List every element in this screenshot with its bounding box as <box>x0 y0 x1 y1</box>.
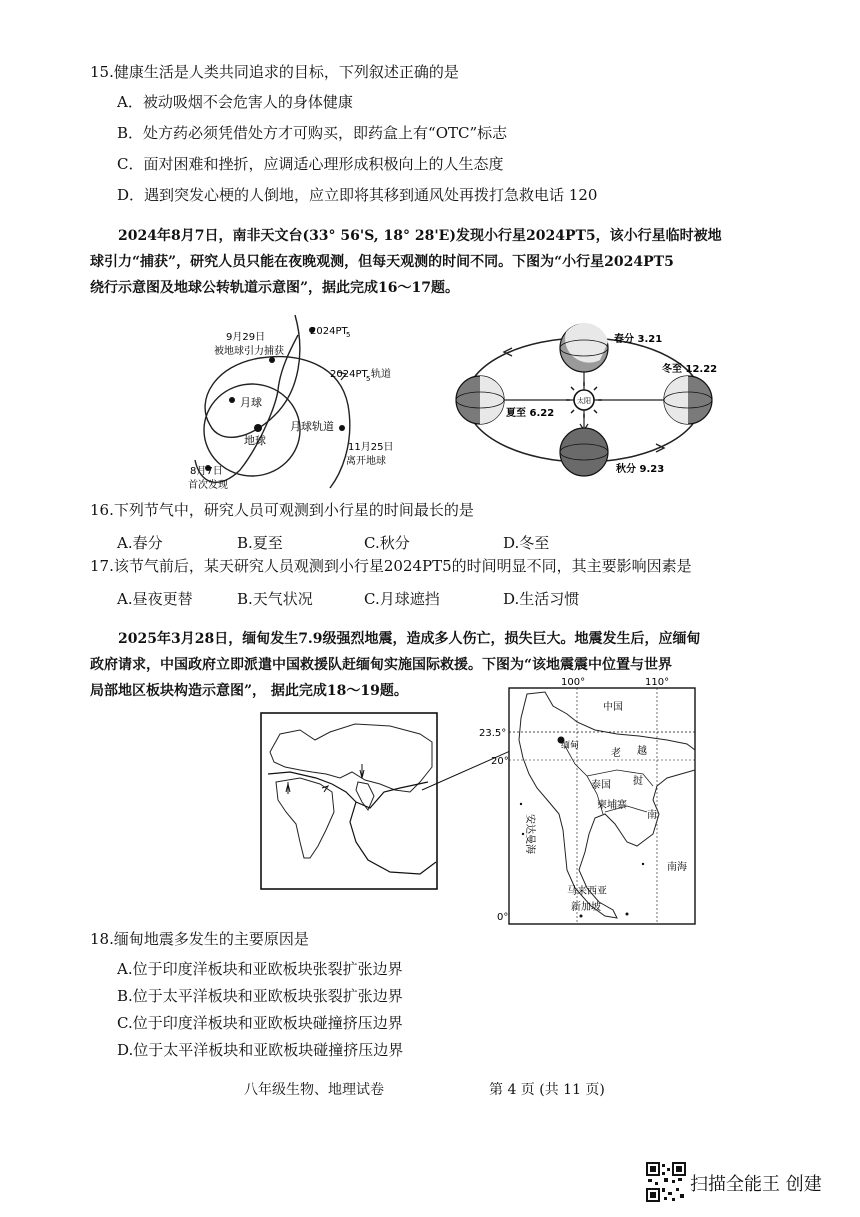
label-laos: 老 <box>611 748 621 759</box>
lat-0-label: 0° <box>497 912 509 923</box>
label-aug7-date: 8月7日 <box>190 466 223 477</box>
island <box>626 913 629 916</box>
map1-frame <box>261 713 437 889</box>
passage-asteroid-line3: 绕行示意图及地球公转轨道示意图”，据此完成16～17题。 <box>90 280 460 296</box>
q18-option-b: B.位于太平洋板块和亚欧板块张裂扩张边界 <box>117 987 403 1005</box>
world-plates-map <box>260 712 440 892</box>
southeast-asia-map <box>467 674 697 928</box>
footer-subject: 八年级生物、地理试卷 <box>244 1082 384 1098</box>
q17-stem: 17.该节气前后，某天研究人员观测到小行星2024PT5的时间明显不同，其主要影响因素是 <box>90 557 692 575</box>
label-singapore: 新加坡 <box>571 902 601 913</box>
label-vietnam-2: 南 <box>647 810 657 821</box>
passage-earthquake <box>90 626 810 704</box>
island <box>520 803 522 805</box>
moon-point <box>229 397 235 403</box>
label-south-china-sea: 南海 <box>667 862 687 873</box>
q15-option-b: B．处方药必须凭借处方才可购买，即药盒上有“OTC”标志 <box>117 124 508 142</box>
label-laos-2: 挝 <box>633 776 643 787</box>
nov25-point <box>339 425 345 431</box>
q16-option-a: A.春分 <box>117 534 163 552</box>
label-aug7-text: 首次发现 <box>188 480 228 491</box>
q15-option-c: C．面对困难和挫折，应调适心理形成积极向上的人生态度 <box>117 155 504 173</box>
label-earth: 地球 <box>244 434 266 447</box>
label-moon: 月球 <box>240 396 262 409</box>
q17-option-d: D.生活习惯 <box>503 590 580 608</box>
passage-earthquake-line2: 政府请求，中国政府立即派遣中国救援队赶缅甸实施国际救援。下图为“该地震震中位置与世界 <box>90 657 673 673</box>
label-spring: 春分 3.21 <box>614 334 663 345</box>
q16-stem: 16.下列节气中，研究人员可观测到小行星的时间最长的是 <box>90 501 474 519</box>
earth-point <box>254 424 262 432</box>
island <box>580 915 583 918</box>
q17-option-c: C.月球遮挡 <box>364 590 440 608</box>
sep29-point <box>269 357 275 363</box>
label-andaman-sea: 安达曼海 <box>524 814 535 854</box>
earth-revolution-diagram <box>450 312 720 487</box>
label-orbit-sub: 5 <box>366 375 371 383</box>
footer-page-number: 第 4 页 (共 11 页) <box>489 1082 605 1098</box>
earth-winter <box>664 376 712 424</box>
label-thailand: 泰国 <box>591 780 611 791</box>
asteroid-orbit-diagram <box>180 310 430 500</box>
label-myanmar: 缅甸 <box>561 741 580 751</box>
q17-option-b: B.天气状况 <box>237 590 313 608</box>
label-2024pt5: 2024PT <box>310 326 348 337</box>
earth-summer <box>456 376 504 424</box>
lat-20-label: 20° <box>491 756 509 767</box>
sun-label: 太阳 <box>577 397 591 405</box>
label-vietnam: 越 <box>637 746 647 757</box>
q16-option-c: C.秋分 <box>364 534 410 552</box>
label-cambodia: 柬埔寨 <box>597 800 627 811</box>
q18-option-d: D.位于太平洋板块和亚欧板块碰撞挤压边界 <box>117 1041 404 1059</box>
lat-23-5-label: 23.5° <box>479 728 507 739</box>
passage-earthquake-line1: 2025年3月28日，缅甸发生7.9级强烈地震，造成多人伤亡，损失巨大。地震发生后，应缅甸 <box>118 631 701 647</box>
q17-options <box>0 588 860 610</box>
label-sep29-text: 被地球引力捕获 <box>214 346 284 357</box>
label-china: 中国 <box>603 702 623 713</box>
q15-option-d: D．遇到突发心梗的人倒地，应立即将其移到通风处再拨打急救电话 120 <box>117 186 598 204</box>
earth-autumn <box>560 428 608 476</box>
q16-option-d: D.冬至 <box>503 534 550 552</box>
passage-asteroid-line2: 球引力“捕获”，研究人员只能在夜晚观测，但每天观测的时间不同。下图为“小行星2024PT5 <box>90 254 674 270</box>
label-2024pt5-sub: 5 <box>346 331 351 339</box>
q18-option-a: A.位于印度洋板块和亚欧板块张裂扩张边界 <box>117 960 403 978</box>
q15-stem: 15.健康生活是人类共同追求的目标，下列叙述正确的是 <box>90 63 459 81</box>
label-moon-orbit: 月球轨道 <box>290 420 334 433</box>
passage-asteroid-line1: 2024年8月7日，南非天文台(33° 56'S, 18° 28'E)发现小行星2024PT5，该小行星临时被地 <box>118 228 722 244</box>
island <box>522 833 524 835</box>
label-nov25-date: 11月25日 <box>348 442 394 453</box>
label-winter: 冬至 12.22 <box>662 364 718 375</box>
label-nov25-text: 离开地球 <box>346 456 386 467</box>
label-autumn: 秋分 9.23 <box>616 464 665 475</box>
label-summer: 夏至 6.22 <box>506 408 555 419</box>
label-orbit-post: 轨道 <box>371 369 391 380</box>
qr-code-icon <box>646 1162 686 1202</box>
island <box>642 863 644 865</box>
q18-option-c: C.位于印度洋板块和亚欧板块碰撞挤压边界 <box>117 1014 403 1032</box>
lon-110-label: 110° <box>645 677 670 688</box>
q16-options <box>0 532 860 554</box>
label-sep29-date: 9月29日 <box>226 332 266 343</box>
passage-asteroid <box>90 223 800 301</box>
passage-earthquake-line3: 局部地区板块构造示意图”， 据此完成18～19题。 <box>90 683 408 699</box>
label-malaysia: 马来西亚 <box>567 886 607 897</box>
lon-100-label: 100° <box>561 677 586 688</box>
label-orbit-pre: 2024PT <box>330 369 368 380</box>
q17-option-a: A.昼夜更替 <box>117 590 193 608</box>
q16-option-b: B.夏至 <box>237 534 283 552</box>
scanner-watermark: 扫描全能王 创建 <box>690 1174 822 1195</box>
q18-stem: 18.缅甸地震多发生的主要原因是 <box>90 930 309 948</box>
earth-spring <box>560 323 608 372</box>
q15-option-a: A．被动吸烟不会危害人的身体健康 <box>117 93 353 111</box>
